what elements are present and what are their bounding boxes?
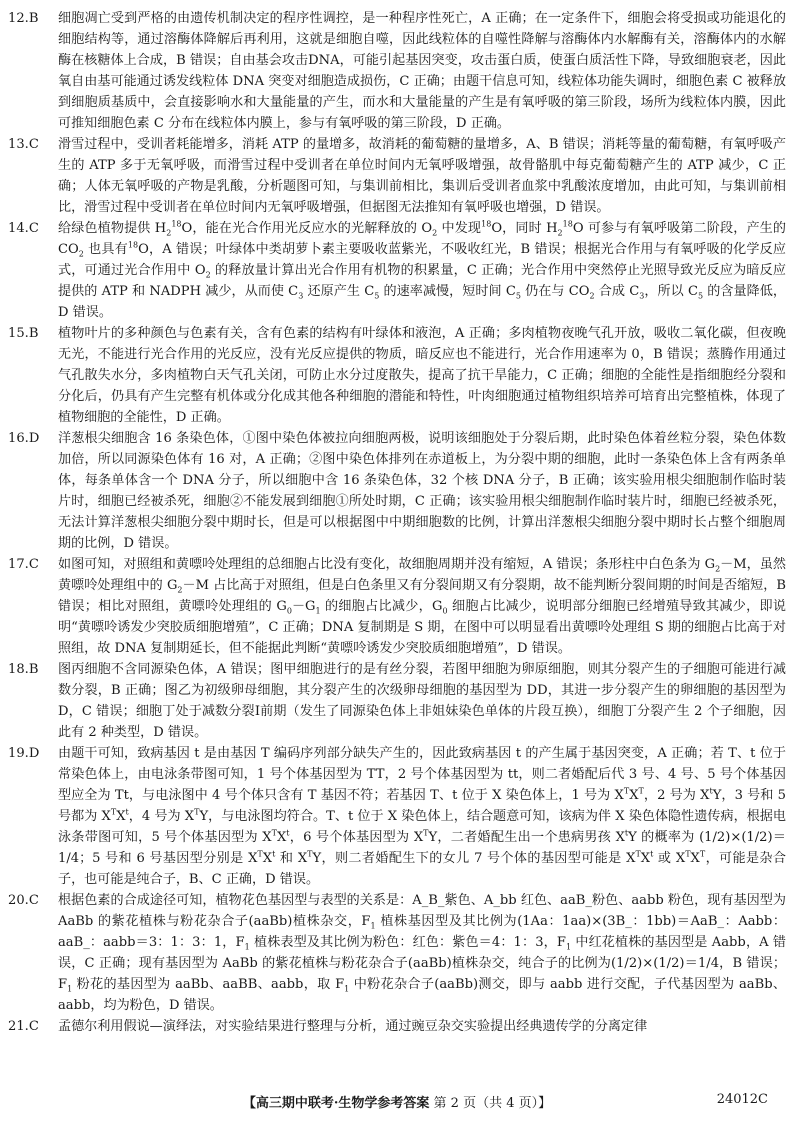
footer-title: 【高三期中联考·生物学参考答案 bbox=[242, 1096, 430, 1111]
footer-page-number: 第 2 页（共 4 页）】 bbox=[433, 1096, 552, 1111]
answer-item bbox=[8, 428, 786, 554]
answer-item bbox=[8, 8, 786, 134]
answer-number: 13.C bbox=[8, 137, 39, 152]
answer-item bbox=[8, 218, 786, 323]
answer-page bbox=[8, 8, 786, 1037]
answer-number: 21.C bbox=[8, 1019, 39, 1034]
answer-explanation: 孟德尔利用假说—演绎法，对实验结果进行整理与分析，通过豌豆杂交实验提出经典遗传学的分离定律 bbox=[58, 1019, 648, 1034]
page-footer bbox=[0, 1090, 794, 1112]
answer-explanation: 如图可知，对照组和黄嘌呤处理组的总细胞占比没有变化，故细胞周期并没有缩短，A 错误；条形柱中白色条为 $G_2-M$，虽然黄嘌呤处理组中的 $G_2-M$ 占比高于对照组，但是白色条里又有分裂间期又有分裂期，故不能判断分裂间期的时间是否缩短，B 错误；相比对照组，黄嘌呤处理组的 $G_0-G_1$ 的细胞占比减少，$G_0$ 细胞占比减少，说明部分细胞已经增殖导致其减少，即说明“黄嘌呤诱发少突胶质细胞增殖”，C 正确；DNA 复制期是 S 期，在图中可以明显看出黄嘌呤处理组 S 期的细胞占比高于对照组，故 DNA 复制期延长，但不能据此判断“黄嘌呤诱发少突胶质细胞增殖”，D 错误。 bbox=[58, 557, 786, 656]
answer-number: 15.B bbox=[8, 326, 39, 341]
answer-item bbox=[8, 323, 786, 428]
answer-number: 14.C bbox=[8, 221, 39, 236]
answer-number: 17.C bbox=[8, 557, 39, 572]
footer-center bbox=[0, 1092, 794, 1111]
answer-item bbox=[8, 743, 786, 890]
answer-explanation: 细胞凋亡受到严格的由遗传机制决定的程序性调控，是一种程序性死亡，A 正确；在一定条件下，细胞会将受损或功能退化的细胞结构等，通过溶酶体降解后再利用，这就是细胞自噬，因此线粒体的自噬性降解与溶酶体内水解酶有关，溶酶体内的水解酶在核糖体上合成，B 错误；自由基会攻击DNA，可能引起基因突变，攻击蛋白质，使蛋白质活性下降，导致细胞衰老，因此氧自由基可能通过诱发线粒体 DNA 突变对细胞造成损伤，C 正确；由题干信息可知，线粒体功能失调时，细胞色素 C 被释放到细胞质基质中，会直接影响水和大量能量的产生，而水和大量能量的产生是有氧呼吸的第三阶段，场所为线粒体内膜，因此可推知细胞色素 C 分布在线粒体内膜上，参与有氧呼吸的第三阶段，D 正确。 bbox=[58, 11, 786, 131]
answer-number: 19.D bbox=[8, 746, 40, 761]
answer-number: 12.B bbox=[8, 11, 39, 26]
answer-explanation: 图丙细胞不含同源染色体，A 错误；图甲细胞进行的是有丝分裂，若图甲细胞为卵原细胞，则其分裂产生的子细胞可能进行减数分裂，B 正确；图乙为初级卵母细胞，其分裂产生的次级卵母细胞的基因型为 DD，其进一步分裂产生的卵细胞的基因型为 D，C 错误；细胞丁处于减数分裂Ⅰ前期（发生了同源染色体上非姐妹染色单体的片段互换），细胞丁分裂产生 2 个子细胞，因此有 2 种类型，D 错误。 bbox=[58, 662, 786, 740]
answer-item bbox=[8, 1016, 786, 1037]
answer-item bbox=[8, 134, 786, 218]
answer-item bbox=[8, 554, 786, 659]
answer-explanation: 根据色素的合成途径可知，植物花色基因型与表型的关系是：A_B_紫色、A_bb 红色、aaB_粉色、aabb 粉色，现有基因型为 AaBb 的紫花植株与粉花杂合子(aaBb)植株杂交，$F_1$ 植株基因型及其比例为(1Aa：1aa)×(3B_：1bb)＝AaB_：Aabb：aaB_：aabb＝3：1：3：1，$F_1$ 植株表型及其比例为粉色：红色：紫色＝4：1：3，$F_1$ 中红花植株的基因型是 Aabb，A 错误，C 正确；现有基因型为 AaBb 的紫花植株与粉花杂合子(aaBb)植株杂交，纯合子的比例为(1/2)×(1/2)＝1/4，B 错误；$F_1$ 粉花的基因型为 aaBb、aaBB、aabb，取 $F_1$ 中粉花杂合子(aaBb)测交，即与 aabb 进行交配，子代基因型为 aaBb、aabb，均为粉色，D 错误。 bbox=[58, 893, 786, 1013]
answer-item bbox=[8, 659, 786, 743]
answer-explanation: 洋葱根尖细胞含 16 条染色体，①图中染色体被拉向细胞两极，说明该细胞处于分裂后期，此时染色体着丝粒分裂，染色体数加倍，所以同源染色体有 16 对，A 正确；②图中染色体排列在赤道板上，为分裂中期的细胞，此时一条染色体上含有两条单体，每条单体含一个 DNA 分子，所以细胞中含 16 条染色体，32 个核 DNA 分子，B 正确；该实验用根尖细胞制作临时装片时，细胞已经被杀死，细胞②不能发展到细胞①所处时期，C 正确；该实验用根尖细胞制作临时装片时，细胞已经被杀死，无法计算洋葱根尖细胞分裂中期时长，但是可以根据图中中期细胞数的比例，计算出洋葱根尖细胞分裂中期时长占整个细胞周期的比例，D 错误。 bbox=[58, 431, 786, 551]
answer-explanation: 由题干可知，致病基因 t 是由基因 T 编码序列部分缺失产生的，因此致病基因 t 的产生属于基因突变，A 正确；若 T、t 位于常染色体上，由电泳条带图可知，1 号个体基因型为 TT，2 号个体基因型为 tt，则二者婚配后代 3 号、4 号、5 号个体基因型应全为 Tt，与电泳图中 4 号个体只含有 T 基因不符；若基因 T、t 位于 X 染色体上，1 号为 $X^TX^T$，2 号为 $X^tY$，3 号和 5 号都为 $X^TX^t$，4 号为 $X^TY$，与电泳图均符合。T、t 位于 X 染色体上，结合题意可知，该病为伴 X 染色体隐性遗传病，根据电泳条带图可知，5 号个体基因型为 $X^TX^t$，6 号个体基因型为 $X^TY$，二者婚配生出一个患病男孩 $X^tY$ 的概率为 (1/2)×(1/2)＝1/4；5 号和 6 号基因型分别是 $X^TX^t$ 和 $X^TY$，则二者婚配生下的女儿 7 号个体的基因型可能是 $X^TX^t$ 或 $X^TX^T$，可能是杂合子，也可能是纯合子，B、C 正确，D 错误。 bbox=[58, 746, 787, 887]
answer-item bbox=[8, 890, 786, 1016]
answer-explanation: 滑雪过程中，受训者耗能增多，消耗 ATP 的量增多，故消耗的葡萄糖的量增多，A、B 错误；消耗等量的葡萄糖，有氧呼吸产生的 ATP 多于无氧呼吸，而滑雪过程中受训者在单位时间内无氧呼吸增强，故骨骼肌中每克葡萄糖产生的 ATP 减少，C 正确；人体无氧呼吸的产物是乳酸，分析题图可知，与集训前相比，集训后受训者血浆中乳酸浓度增加，由此可知，与集训前相比，滑雪过程中受训者在单位时间内无氧呼吸增强，但据图无法推知有氧呼吸也增强，D 错误。 bbox=[58, 137, 786, 215]
answer-number: 18.B bbox=[8, 662, 39, 677]
answer-number: 20.C bbox=[8, 893, 39, 908]
answer-explanation: 给绿色植物提供 $H_2^{18}O$，能在光合作用光反应水的光解释放的 $O_2$ 中发现$^{18}$O，同时 $H_2^{18}O$ 可参与有氧呼吸第二阶段，产生的 $CO_2$ 也具有$^{18}$O，A 错误；叶绿体中类胡萝卜素主要吸收蓝紫光，不吸收红光，B 错误；根据光合作用与有氧呼吸的化学反应式，可通过光合作用中 $O_2$ 的释放量计算出光合作用有机物的积累量，C 正确；光合作用中突然停止光照导致光反应为暗反应提供的 ATP 和 NADPH 减少，从而使 $C_3$ 还原产生 $C_5$ 的速率减慢，短时间 $C_5$ 仍在与 $CO_2$ 合成 $C_3$，所以 $C_5$ 的含量降低，D 错误。 bbox=[58, 219, 787, 320]
answer-explanation: 植物叶片的多种颜色与色素有关，含有色素的结构有叶绿体和液泡，A 正确；多肉植物夜晚气孔开放，吸收二氧化碳，但夜晚无光，不能进行光合作用的光反应，没有光反应提供的物质，暗反应也不能进行，光合作用速率为 0，B 错误；蒸腾作用通过气孔散失水分，多肉植物白天气孔关闭，可防止水分过度散失，提高了抗干旱能力，C 正确；细胞的全能性是指细胞经分裂和分化后，仍具有产生完整有机体或分化成其他各种细胞的潜能和特性，叶肉细胞通过植物组织培养可培育出完整植株，体现了植物细胞的全能性，D 正确。 bbox=[58, 326, 786, 425]
footer-code: 24012C bbox=[716, 1092, 768, 1107]
answer-number: 16.D bbox=[8, 431, 40, 446]
